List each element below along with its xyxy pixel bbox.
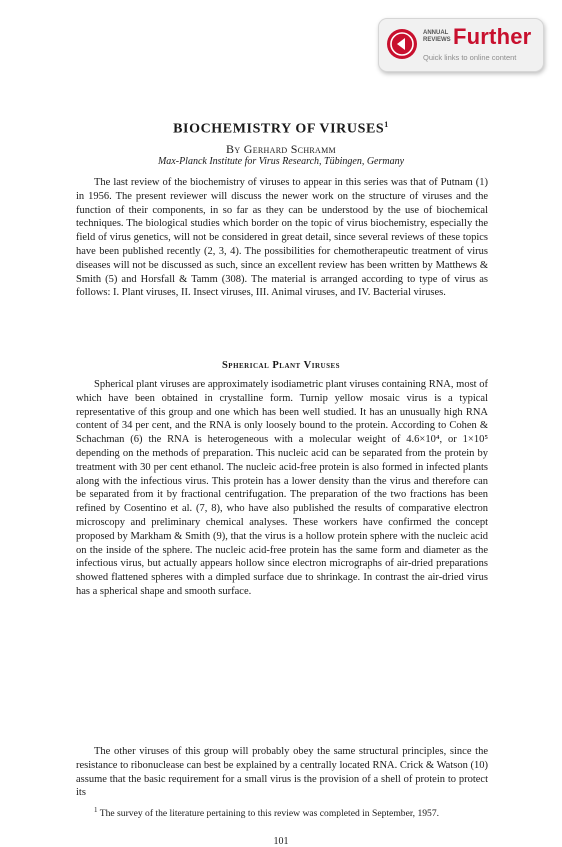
brand-line-1: ANNUAL [423, 30, 449, 36]
intro-paragraph: The last review of the biochemistry of viruses to appear in this series was that of Putnam (1) in 1956. The present reviewer will discuss the newer work on the structure of viruses and the function of their components, in so far as they can be understood by the use of biochemical techniques. The biological studies which border on the topic of virus biochemistry, especially the field of virus genetics, will not be considered in great detail, since several reviews of these topics have been published recently (2, 3, 4). The possibilities for chemotherapeutic treatment of virus diseases will not be discussed as such, since an excellent review has been written by Matthews & Smith (5) and Horsfall & Tamm (308). The material is arranged according to type of virus as follows: I. Plant viruses, II. Insect viruses, III. Animal viruses, and IV. Bacterial viruses. [76, 177, 488, 299]
further-subtitle: Quick links to online content [423, 53, 517, 62]
author-prefix: By [226, 142, 241, 156]
author-name: Gerhard Schramm [243, 142, 336, 156]
author-line [0, 142, 562, 157]
body-paragraph-2: The other viruses of this group will probably obey the same structural principles, since the resistance to ribonuclease can best be explained by a centrally located RNA. Crick & Watson (10) assume that the basic requirement for a small virus is the provision of a shell of protein to protect its [76, 746, 488, 799]
article-title [0, 120, 562, 138]
brand-line-2: REVIEWS [423, 36, 451, 43]
further-badge[interactable] [378, 18, 544, 72]
title-footnote-mark[interactable]: 1 [384, 120, 389, 129]
author-affiliation: Max-Planck Institute for Virus Research, Tübingen, Germany [157, 156, 405, 167]
page-number: 101 [273, 836, 289, 847]
footnote-text: The survey of the literature pertaining to this review was completed in September, 1957. [99, 808, 440, 820]
speaker-arrow-icon [387, 29, 417, 59]
annual-reviews-logo [423, 30, 453, 43]
further-label: Further [453, 24, 532, 49]
section-heading: Spherical Plant Viruses [221, 360, 341, 371]
body-paragraph-1: Spherical plant viruses are approximately isodiametric plant viruses containing RNA, most of which have been obtained in crystalline form. Turnip yellow mosaic virus is a typical representative of this group and one which has been well studied. It has an unusually high RNA content of 34 per cent, and the RNA is only loosely bound to the protein. According to Cohen & Schachman (6) the RNA is heterogeneous with a molecular weight of 4.6×10⁴, or 1×10⁵ depending on the methods of preparation. This nucleic acid can be separated from the protein by treatment with 30 per cent ethanol. The nucleic acid-free protein is also formed in infected plants along with the infectious virus. This protein has a lower density than the virus and therefore can be separated from it by fractional centrifugation. The preparation of the two fractions has been refined by Cosentino et al. (7, 8), who have also published the results of comparative electron microscopy and preliminary chemical analyses. These workers have confirmed the concept proposed by Markham & Smith (9), that the virus is a hollow protein sphere with the nucleic acid on the inside of the sphere. The nucleic acid-free protein has the same form and diameter as the infectious virus, but actually appears hollow since electron micrographs of air-dried preparations showed flattened spheres with a dimpled surface due to shrinkage. In contrast the air-dried virus has a spherical shape and smooth surface. [76, 379, 488, 597]
article-title-text: BIOCHEMISTRY OF VIRUSES [173, 121, 385, 137]
footnote-mark: 1 [94, 806, 98, 814]
footnote [76, 804, 488, 821]
